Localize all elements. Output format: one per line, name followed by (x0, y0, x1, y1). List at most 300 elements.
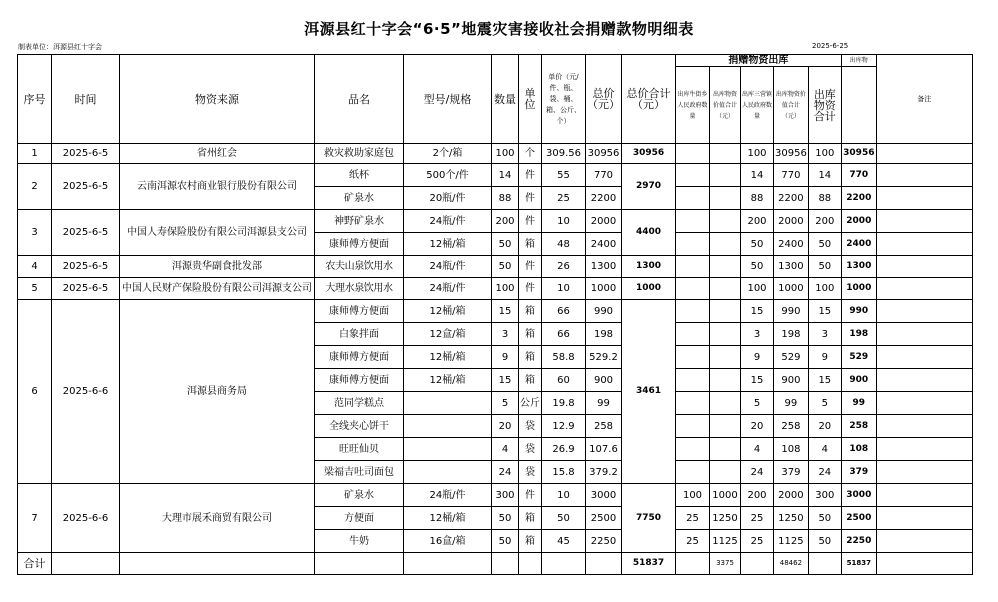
header-out-qty1: 出库牛街乡人民政府数量 (676, 67, 710, 144)
cell-out-qty1 (676, 256, 710, 278)
header-price: 单价（元/件、瓶、袋、桶、箱、公斤、个） (542, 55, 586, 144)
cell-grand: 4400 (622, 210, 676, 256)
cell-out-val2: 1125 (774, 530, 809, 553)
table-date: 2025-6-25 (812, 42, 849, 50)
cell-out-val1 (710, 346, 741, 369)
cell-unit: 箱 (519, 369, 542, 392)
cell-out-qty2: 20 (741, 415, 774, 438)
cell-out-total-qty: 50 (808, 507, 841, 530)
cell-time: 2025-6-6 (52, 484, 120, 553)
cell-spec: 12桶/箱 (404, 346, 492, 369)
cell-out-val1 (710, 164, 741, 187)
cell-out-val2: 99 (774, 392, 809, 415)
cell-out-val2: 2200 (774, 187, 809, 210)
cell-price: 26.9 (542, 438, 586, 461)
table-row (18, 484, 973, 507)
cell-time: 2025-6-5 (52, 278, 120, 300)
cell-price: 10 (542, 210, 586, 233)
cell-time: 2025-6-5 (52, 144, 120, 164)
cell-out-total-qty: 5 (808, 392, 841, 415)
cell-seq: 2 (18, 164, 52, 210)
cell-out-val2: 2400 (774, 233, 809, 256)
cell-name: 大理水泉饮用水 (315, 278, 404, 300)
cell-out-val1 (710, 415, 741, 438)
cell-out-total-val: 900 (841, 369, 876, 392)
cell-out-total-qty: 200 (808, 210, 841, 233)
cell-source: 云南洱源农村商业银行股份有限公司 (120, 164, 315, 210)
cell-unit: 袋 (519, 438, 542, 461)
cell-out-val1 (710, 392, 741, 415)
cell-out-qty1: 25 (676, 507, 710, 530)
cell-note (876, 346, 972, 369)
cell-qty: 50 (492, 233, 519, 256)
cell-out-qty1 (676, 144, 710, 164)
cell-price: 26 (542, 256, 586, 278)
cell-out-val1 (710, 323, 741, 346)
cell-note (876, 144, 972, 164)
header-out-total-val-blank (841, 67, 876, 144)
cell-name: 全线夹心饼干 (315, 415, 404, 438)
cell-unit: 箱 (519, 530, 542, 553)
cell-unit: 件 (519, 187, 542, 210)
cell-out-total-val: 30956 (841, 144, 876, 164)
cell-note (876, 369, 972, 392)
cell-note (876, 392, 972, 415)
cell-name: 神野矿泉水 (315, 210, 404, 233)
cell-spec (404, 461, 492, 484)
summary-blank (120, 553, 315, 575)
table-row (18, 144, 973, 164)
cell-seq: 7 (18, 484, 52, 553)
summary-label: 合计 (18, 553, 52, 575)
cell-out-qty2: 100 (741, 278, 774, 300)
cell-out-total-val: 770 (841, 164, 876, 187)
cell-out-qty2: 200 (741, 484, 774, 507)
cell-note (876, 187, 972, 210)
summary-out-val1: 3375 (710, 553, 741, 575)
cell-out-qty2: 14 (741, 164, 774, 187)
cell-name: 康师傅方便面 (315, 346, 404, 369)
header-row-top (18, 55, 973, 67)
cell-total: 3000 (586, 484, 622, 507)
cell-out-total-val: 2000 (841, 210, 876, 233)
cell-out-val2: 1300 (774, 256, 809, 278)
header-out-total-val: 出库物 (841, 55, 876, 67)
cell-price: 10 (542, 484, 586, 507)
cell-total: 198 (586, 323, 622, 346)
donation-table (17, 54, 973, 575)
cell-qty: 300 (492, 484, 519, 507)
cell-name: 矿泉水 (315, 484, 404, 507)
cell-out-val1 (710, 438, 741, 461)
cell-out-total-val: 2250 (841, 530, 876, 553)
cell-name: 救灾救助家庭包 (315, 144, 404, 164)
header-out-val2: 出库物资价值合计（元） (774, 67, 809, 144)
cell-qty: 50 (492, 507, 519, 530)
document-title: 洱源县红十字会“6·5”地震灾害接收社会捐赠款物明细表 (304, 20, 694, 38)
cell-out-val1 (710, 300, 741, 323)
summary-blank (315, 553, 404, 575)
cell-price: 19.8 (542, 392, 586, 415)
cell-out-qty2: 5 (741, 392, 774, 415)
cell-out-total-qty: 100 (808, 278, 841, 300)
cell-out-total-qty: 15 (808, 369, 841, 392)
cell-unit: 箱 (519, 507, 542, 530)
cell-note (876, 461, 972, 484)
summary-blank (676, 553, 710, 575)
cell-out-qty1 (676, 415, 710, 438)
cell-total: 1300 (586, 256, 622, 278)
cell-price: 66 (542, 323, 586, 346)
cell-time: 2025-6-5 (52, 210, 120, 256)
cell-out-qty2: 15 (741, 369, 774, 392)
summary-grand: 51837 (622, 553, 676, 575)
header-unit: 单位 (519, 55, 542, 144)
cell-spec (404, 415, 492, 438)
cell-out-qty2: 200 (741, 210, 774, 233)
cell-price: 10 (542, 278, 586, 300)
cell-out-val2: 770 (774, 164, 809, 187)
cell-out-total-qty: 50 (808, 530, 841, 553)
cell-name: 白象拌面 (315, 323, 404, 346)
cell-out-total-qty: 100 (808, 144, 841, 164)
cell-source: 中国人民财产保险股份有限公司洱源支公司 (120, 278, 315, 300)
cell-qty: 20 (492, 415, 519, 438)
summary-blank (586, 553, 622, 575)
cell-out-total-val: 1000 (841, 278, 876, 300)
cell-out-total-val: 990 (841, 300, 876, 323)
cell-out-val2: 900 (774, 369, 809, 392)
cell-grand: 1300 (622, 256, 676, 278)
cell-out-qty2: 50 (741, 256, 774, 278)
cell-out-total-qty: 50 (808, 233, 841, 256)
cell-out-qty2: 24 (741, 461, 774, 484)
cell-out-total-qty: 9 (808, 346, 841, 369)
cell-price: 15.8 (542, 461, 586, 484)
cell-qty: 15 (492, 300, 519, 323)
cell-out-total-qty: 24 (808, 461, 841, 484)
cell-spec: 20瓶/件 (404, 187, 492, 210)
cell-qty: 15 (492, 369, 519, 392)
cell-out-val2: 990 (774, 300, 809, 323)
cell-qty: 100 (492, 278, 519, 300)
cell-name: 康师傅方便面 (315, 300, 404, 323)
cell-source: 洱源贵华副食批发部 (120, 256, 315, 278)
cell-unit: 件 (519, 210, 542, 233)
cell-out-total-val: 258 (841, 415, 876, 438)
cell-total: 2250 (586, 530, 622, 553)
cell-out-val1: 1125 (710, 530, 741, 553)
cell-out-qty1 (676, 300, 710, 323)
cell-qty: 200 (492, 210, 519, 233)
cell-name: 康师傅方便面 (315, 233, 404, 256)
cell-price: 45 (542, 530, 586, 553)
cell-note (876, 300, 972, 323)
cell-spec: 12桶/箱 (404, 233, 492, 256)
cell-total: 529.2 (586, 346, 622, 369)
cell-out-qty2: 50 (741, 233, 774, 256)
summary-blank (492, 553, 519, 575)
cell-out-qty1 (676, 346, 710, 369)
cell-out-total-qty: 88 (808, 187, 841, 210)
summary-blank (741, 553, 774, 575)
cell-seq: 5 (18, 278, 52, 300)
cell-name: 矿泉水 (315, 187, 404, 210)
cell-out-val1: 1250 (710, 507, 741, 530)
cell-name: 纸杯 (315, 164, 404, 187)
cell-qty: 88 (492, 187, 519, 210)
cell-out-val1 (710, 461, 741, 484)
cell-total: 258 (586, 415, 622, 438)
cell-out-total-qty: 300 (808, 484, 841, 507)
cell-out-val1: 1000 (710, 484, 741, 507)
cell-price: 55 (542, 164, 586, 187)
cell-spec (404, 392, 492, 415)
cell-grand: 7750 (622, 484, 676, 553)
cell-qty: 5 (492, 392, 519, 415)
cell-source: 省州红会 (120, 144, 315, 164)
cell-unit: 箱 (519, 233, 542, 256)
cell-note (876, 530, 972, 553)
cell-price: 60 (542, 369, 586, 392)
cell-out-qty1 (676, 461, 710, 484)
cell-out-qty1: 100 (676, 484, 710, 507)
cell-out-val2: 529 (774, 346, 809, 369)
cell-spec (404, 438, 492, 461)
cell-out-val2: 379 (774, 461, 809, 484)
table-row (18, 164, 973, 187)
cell-qty: 50 (492, 256, 519, 278)
cell-out-val2: 198 (774, 323, 809, 346)
cell-unit: 袋 (519, 415, 542, 438)
cell-out-val2: 108 (774, 438, 809, 461)
cell-unit: 箱 (519, 300, 542, 323)
cell-out-qty1 (676, 233, 710, 256)
cell-spec: 500个/件 (404, 164, 492, 187)
cell-out-total-qty: 20 (808, 415, 841, 438)
cell-out-qty2: 25 (741, 507, 774, 530)
cell-name: 范同学糕点 (315, 392, 404, 415)
cell-out-total-val: 99 (841, 392, 876, 415)
header-spec: 型号/规格 (404, 55, 492, 144)
cell-total: 2200 (586, 187, 622, 210)
cell-unit: 袋 (519, 461, 542, 484)
cell-unit: 件 (519, 484, 542, 507)
cell-price: 66 (542, 300, 586, 323)
cell-name: 农夫山泉饮用水 (315, 256, 404, 278)
cell-spec: 16盒/箱 (404, 530, 492, 553)
cell-time: 2025-6-6 (52, 300, 120, 484)
cell-out-total-val: 3000 (841, 484, 876, 507)
header-seq: 序号 (18, 55, 52, 144)
cell-time: 2025-6-5 (52, 164, 120, 210)
cell-spec: 2个/箱 (404, 144, 492, 164)
cell-name: 旺旺仙贝 (315, 438, 404, 461)
cell-note (876, 415, 972, 438)
cell-total: 2500 (586, 507, 622, 530)
cell-price: 48 (542, 233, 586, 256)
cell-qty: 4 (492, 438, 519, 461)
summary-blank (876, 553, 972, 575)
header-source: 物资来源 (120, 55, 315, 144)
cell-grand: 30956 (622, 144, 676, 164)
cell-name: 康师傅方便面 (315, 369, 404, 392)
header-out-qty2: 出库三营镇人民政府数量 (741, 67, 774, 144)
header-name: 品名 (315, 55, 404, 144)
cell-note (876, 323, 972, 346)
summary-out-total-val: 51837 (841, 553, 876, 575)
header-out-total-qty: 出库物资合计 (808, 67, 841, 144)
cell-out-val1 (710, 278, 741, 300)
cell-spec: 12盒/箱 (404, 323, 492, 346)
table-row (18, 256, 973, 278)
cell-out-qty2: 4 (741, 438, 774, 461)
cell-out-total-qty: 50 (808, 256, 841, 278)
cell-price: 309.56 (542, 144, 586, 164)
cell-out-total-qty: 14 (808, 164, 841, 187)
cell-out-qty2: 3 (741, 323, 774, 346)
cell-out-total-val: 379 (841, 461, 876, 484)
summary-blank (52, 553, 120, 575)
cell-total: 1000 (586, 278, 622, 300)
header-time: 时间 (52, 55, 120, 144)
cell-out-val2: 1250 (774, 507, 809, 530)
header-note: 备注 (876, 55, 972, 144)
cell-qty: 100 (492, 144, 519, 164)
cell-total: 770 (586, 164, 622, 187)
cell-grand: 1000 (622, 278, 676, 300)
cell-out-val2: 2000 (774, 210, 809, 233)
summary-row (18, 553, 973, 575)
summary-blank (808, 553, 841, 575)
cell-note (876, 507, 972, 530)
cell-out-val1 (710, 256, 741, 278)
cell-out-qty1 (676, 369, 710, 392)
cell-unit: 公斤 (519, 392, 542, 415)
cell-seq: 6 (18, 300, 52, 484)
cell-note (876, 164, 972, 187)
cell-out-val1 (710, 369, 741, 392)
cell-out-total-val: 529 (841, 346, 876, 369)
cell-note (876, 210, 972, 233)
cell-grand: 2970 (622, 164, 676, 210)
cell-out-qty2: 25 (741, 530, 774, 553)
cell-unit: 箱 (519, 323, 542, 346)
cell-out-total-val: 108 (841, 438, 876, 461)
cell-out-qty1 (676, 187, 710, 210)
cell-seq: 3 (18, 210, 52, 256)
cell-out-total-val: 2400 (841, 233, 876, 256)
header-out-val1: 出库物资价值合计（元） (710, 67, 741, 144)
cell-qty: 3 (492, 323, 519, 346)
cell-spec: 24瓶/件 (404, 210, 492, 233)
cell-spec: 24瓶/件 (404, 484, 492, 507)
summary-blank (519, 553, 542, 575)
cell-qty: 9 (492, 346, 519, 369)
cell-spec: 12桶/箱 (404, 507, 492, 530)
cell-note (876, 256, 972, 278)
cell-note (876, 438, 972, 461)
cell-total: 900 (586, 369, 622, 392)
cell-seq: 1 (18, 144, 52, 164)
cell-out-qty1 (676, 392, 710, 415)
cell-out-val1 (710, 187, 741, 210)
cell-out-total-qty: 3 (808, 323, 841, 346)
summary-blank (542, 553, 586, 575)
cell-out-val2: 2000 (774, 484, 809, 507)
cell-out-qty2: 88 (741, 187, 774, 210)
cell-out-qty1 (676, 210, 710, 233)
cell-out-total-qty: 15 (808, 300, 841, 323)
header-total: 总价（元） (586, 55, 622, 144)
header-qty: 数量 (492, 55, 519, 144)
cell-seq: 4 (18, 256, 52, 278)
table-row (18, 210, 973, 233)
cell-price: 58.8 (542, 346, 586, 369)
header-out-group: 捐赠物资出库 (676, 55, 842, 67)
cell-out-qty1 (676, 164, 710, 187)
cell-total: 107.6 (586, 438, 622, 461)
cell-name: 方便面 (315, 507, 404, 530)
cell-out-total-qty: 4 (808, 438, 841, 461)
cell-total: 99 (586, 392, 622, 415)
cell-total: 990 (586, 300, 622, 323)
cell-price: 50 (542, 507, 586, 530)
cell-price: 25 (542, 187, 586, 210)
cell-qty: 50 (492, 530, 519, 553)
cell-unit: 箱 (519, 346, 542, 369)
cell-time: 2025-6-5 (52, 256, 120, 278)
cell-qty: 24 (492, 461, 519, 484)
cell-out-total-val: 1300 (841, 256, 876, 278)
cell-out-val2: 30956 (774, 144, 809, 164)
cell-total: 2000 (586, 210, 622, 233)
cell-unit: 个 (519, 144, 542, 164)
cell-note (876, 484, 972, 507)
cell-out-total-val: 2500 (841, 507, 876, 530)
cell-note (876, 233, 972, 256)
cell-out-val1 (710, 210, 741, 233)
cell-grand: 3461 (622, 300, 676, 484)
cell-out-total-val: 198 (841, 323, 876, 346)
cell-spec: 12桶/箱 (404, 300, 492, 323)
cell-out-qty2: 100 (741, 144, 774, 164)
cell-out-qty2: 15 (741, 300, 774, 323)
cell-total: 2400 (586, 233, 622, 256)
cell-qty: 14 (492, 164, 519, 187)
cell-unit: 件 (519, 256, 542, 278)
maker-unit: 制表单位：洱源县红十字会 (18, 43, 102, 51)
cell-source: 洱源县商务局 (120, 300, 315, 484)
cell-out-qty1 (676, 323, 710, 346)
cell-out-val2: 1000 (774, 278, 809, 300)
cell-out-total-val: 2200 (841, 187, 876, 210)
cell-note (876, 278, 972, 300)
cell-out-val2: 258 (774, 415, 809, 438)
cell-out-val1 (710, 233, 741, 256)
cell-unit: 件 (519, 278, 542, 300)
cell-spec: 24瓶/件 (404, 278, 492, 300)
cell-source: 大理市展禾商贸有限公司 (120, 484, 315, 553)
cell-name: 牛奶 (315, 530, 404, 553)
cell-out-qty1 (676, 278, 710, 300)
cell-name: 梁福吉吐司面包 (315, 461, 404, 484)
cell-price: 12.9 (542, 415, 586, 438)
header-grand-total: 总价合计（元） (622, 55, 676, 144)
summary-out-val2: 48462 (774, 553, 809, 575)
cell-out-qty2: 9 (741, 346, 774, 369)
cell-out-val1 (710, 144, 741, 164)
